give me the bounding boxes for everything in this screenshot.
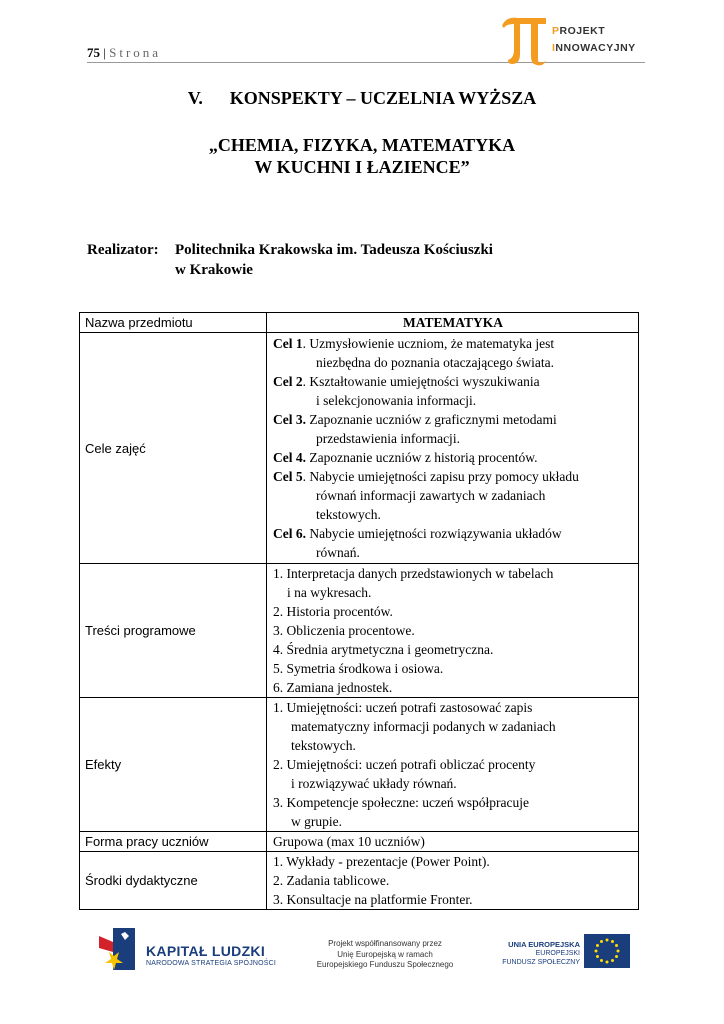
subject-value: MATEMATYKA [267,313,639,333]
effects-label: Efekty [80,698,267,832]
table-row [80,852,639,910]
list-item: 4. Średnia arytmetyczna i geometryczna. [273,642,494,657]
eu-star [596,955,599,958]
eu-star [611,959,614,962]
list-item: Cel 3. Zapoznanie uczniów z graficznymi metodami [273,412,557,427]
list-item-cont: i selekcjonowania informacji. [316,393,477,408]
list-item: Cel 5. Nabycie umiejętności zapisu przy pomocy układu [273,469,579,484]
list-item: Cel 1. Uzmysłowienie uczniom, że matematyka jest [273,336,555,351]
eu-star [606,939,609,942]
form-label: Forma pracy uczniów [80,832,267,852]
subject-label: Nazwa przedmiotu [80,313,267,333]
list-item-cont: i rozwiązywać układy równań. [291,776,457,791]
list-item: 1. Wykłady - prezentacje (Power Point). [273,854,490,869]
eu-star [615,944,618,947]
list-item-cont: równań. [316,545,360,560]
form-value: Grupowa (max 10 uczniów) [267,832,639,852]
section-title: V. KONSPEKTY – UCZELNIA WYŻSZA [187,88,537,108]
list-item: 3. Kompetencje społeczne: uczeń współpracuje [273,795,530,810]
list-item: 6. Zamiana jednostek. [273,680,393,695]
page-number: 75 | Strona [87,45,162,60]
content-label: Treści programowe [80,564,267,698]
list-item: 2. Zadania tablicowe. [273,873,390,888]
list-item: 2. Historia procentów. [273,604,393,619]
eu-star [606,961,609,964]
table-row [80,313,639,333]
list-item: Cel 4. Zapoznanie uczniów z historią procentów. [273,450,538,465]
eu-star [600,940,603,943]
goals-list [267,333,639,564]
eu-star [596,944,599,947]
means-list [267,852,639,910]
list-item: Cel 2. Kształtowanie umiejętności wyszukiwania [273,374,540,389]
goals-label: Cele zajęć [80,333,267,564]
list-item: 5. Symetria środkowa i osiowa. [273,661,444,676]
document-subtitle: „CHEMIA, FIZYKA, MATEMATYKA W KUCHNI I ŁAZIENCE” [208,135,516,177]
list-item-cont: matematyczny informacji podanych w zadaniach [291,719,556,734]
table-row [80,698,639,832]
eu-star [595,950,598,953]
eu-flag-icon [584,934,630,968]
list-item: 3. Konsultacje na platformie Fronter. [273,892,473,907]
header-rule [87,62,645,63]
list-item-cont: równań informacji zawartych w zadaniach [316,488,546,503]
content-list [267,564,639,698]
table-row [80,832,639,852]
eu-fund-text: UNIA EUROPEJSKA EUROPEJSKI FUNDUSZ SPOŁECZNY [502,940,580,966]
eu-star [615,955,618,958]
list-item-cont: w grupie. [291,814,342,829]
list-item-cont: niezbędna do poznania otaczającego świata. [316,355,555,370]
list-item: 1. Interpretacja danych przedstawionych w tabelach [273,566,554,581]
kapital-ludzki-subtitle: NARODOWA STRATEGIA SPÓJNOŚCI [146,960,277,967]
kapital-ludzki-logo-icon [99,926,137,972]
list-item-cont: tekstowych. [316,507,381,522]
list-item-cont: tekstowych. [291,738,356,753]
table-row [80,564,639,698]
cofinancing-note: Projekt współfinansowany przez Unię Europejską w ramach Europejskiego Funduszu Społecznego [316,939,454,969]
eu-star [617,950,620,953]
means-label: Środki dydaktyczne [80,852,267,910]
effects-list [267,698,639,832]
realizator-block: Realizator: Politechnika Krakowska im. Tadeusza Kościuszki w Krakowie [87,242,493,278]
list-item: 2. Umiejętności: uczeń potrafi obliczać procenty [273,757,536,772]
list-item: 3. Obliczenia procentowe. [273,623,415,638]
list-item-cont: i na wykresach. [287,585,372,600]
table-row [80,333,639,564]
lesson-plan-table [79,312,639,910]
eu-star [611,940,614,943]
list-item: Cel 6. Nabycie umiejętności rozwiązywania układów [273,526,562,541]
eu-star [600,959,603,962]
kapital-ludzki-title: KAPITAŁ LUDZKI [146,943,266,959]
list-item-cont: przedstawienia informacji. [316,431,460,446]
pi-logo-icon [500,14,550,66]
logo-text: PROJEKT INNOWACYJNY [552,25,636,54]
list-item: 1. Umiejętności: uczeń potrafi zastosować zapis [273,700,533,715]
